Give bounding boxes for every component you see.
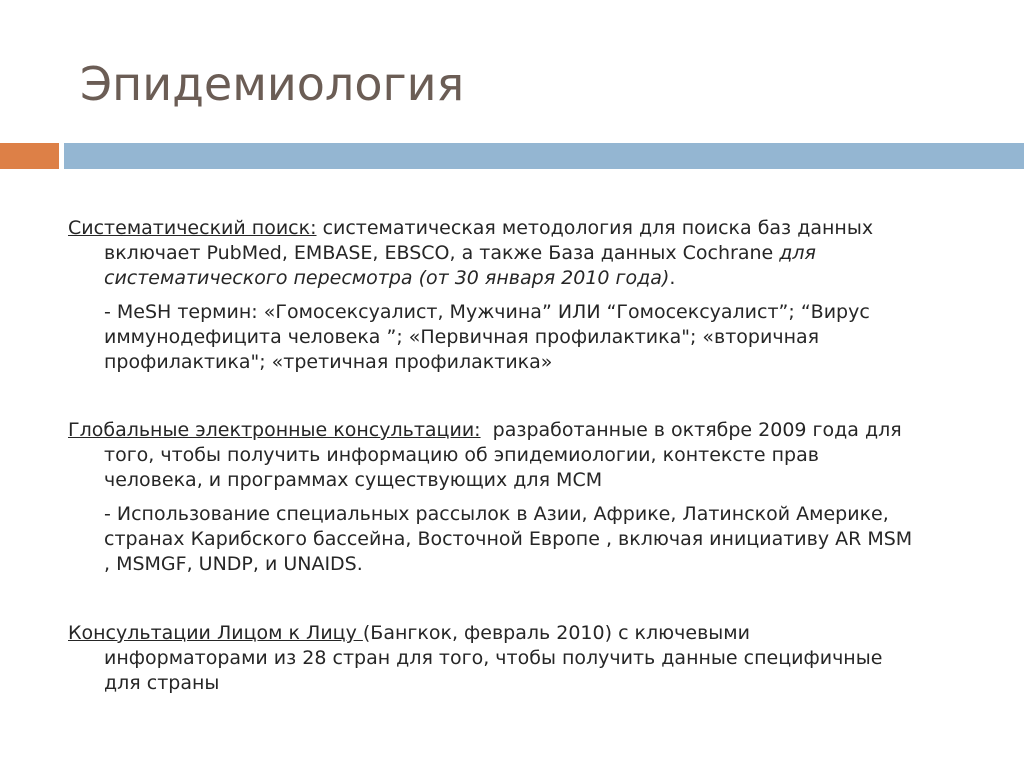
- block-systematic-search-line-1: [68, 216, 873, 241]
- mailing-lists-line-2: странах Карибского бассейна, Восточной Европе , включая инициативу AR MSM: [104, 528, 913, 550]
- block-text-italic: для: [779, 242, 816, 264]
- block-e-consultations-line-1: [68, 418, 902, 443]
- block-e-consultations-text: разработанные в октябре 2009 года для: [492, 419, 902, 441]
- block-heading-face-to-face: Консультации Лицом к Лицу: [68, 622, 363, 644]
- block-systematic-search-line-3: [104, 266, 675, 291]
- block-face-to-face-text: (Бангкок, февраль 2010) с ключевыми: [362, 622, 750, 644]
- block-face-to-face-line-2: информаторами из 28 стран для того, чтобы получить данные специфичные: [104, 647, 883, 669]
- accent-bar: [0, 143, 59, 169]
- block-e-consultations-line-2: того, чтобы получить информацию об эпидемиологии, контексте прав: [104, 444, 819, 466]
- block-face-to-face-line-1: [68, 621, 750, 646]
- block-face-to-face-line-3: для страны: [104, 672, 220, 694]
- block-text-italic: систематического пересмотра (от 30 января 2010 года): [104, 267, 670, 289]
- block-heading-systematic-search: Систематический поиск:: [68, 217, 317, 239]
- mesh-terms-line-2: иммунодефицита человека ”; «Первичная профилактика"; «вторичная: [104, 326, 820, 348]
- mesh-terms-line-1: - MeSH термин: «Гомосексуалист, Мужчина” ИЛИ “Гомосексуалист”; “Вирус: [104, 301, 870, 323]
- mailing-lists-line-1: - Использование специальных рассылок в Азии, Африке, Латинской Америке,: [104, 503, 889, 525]
- block-text-line: включает PubMed, EMBASE, EBSCO, а также База данных Cochrane: [104, 242, 774, 264]
- block-text-period: .: [669, 267, 676, 289]
- block-systematic-search-line-2: [104, 241, 816, 266]
- mesh-terms-line-3: профилактика"; «третичная профилактика»: [104, 351, 553, 373]
- slide-title: Эпидемиология: [80, 57, 465, 111]
- block-e-consultations-line-3: человека, и программах существующих для МСМ: [104, 469, 603, 491]
- mailing-lists-line-3: , MSMGF, UNDP, и UNAIDS.: [104, 553, 363, 575]
- header-bar: [64, 143, 1024, 169]
- block-heading-e-consultations: Глобальные электронные консультации:: [68, 419, 481, 441]
- block-systematic-search-text: систематическая методология для поиска баз данных: [322, 217, 874, 239]
